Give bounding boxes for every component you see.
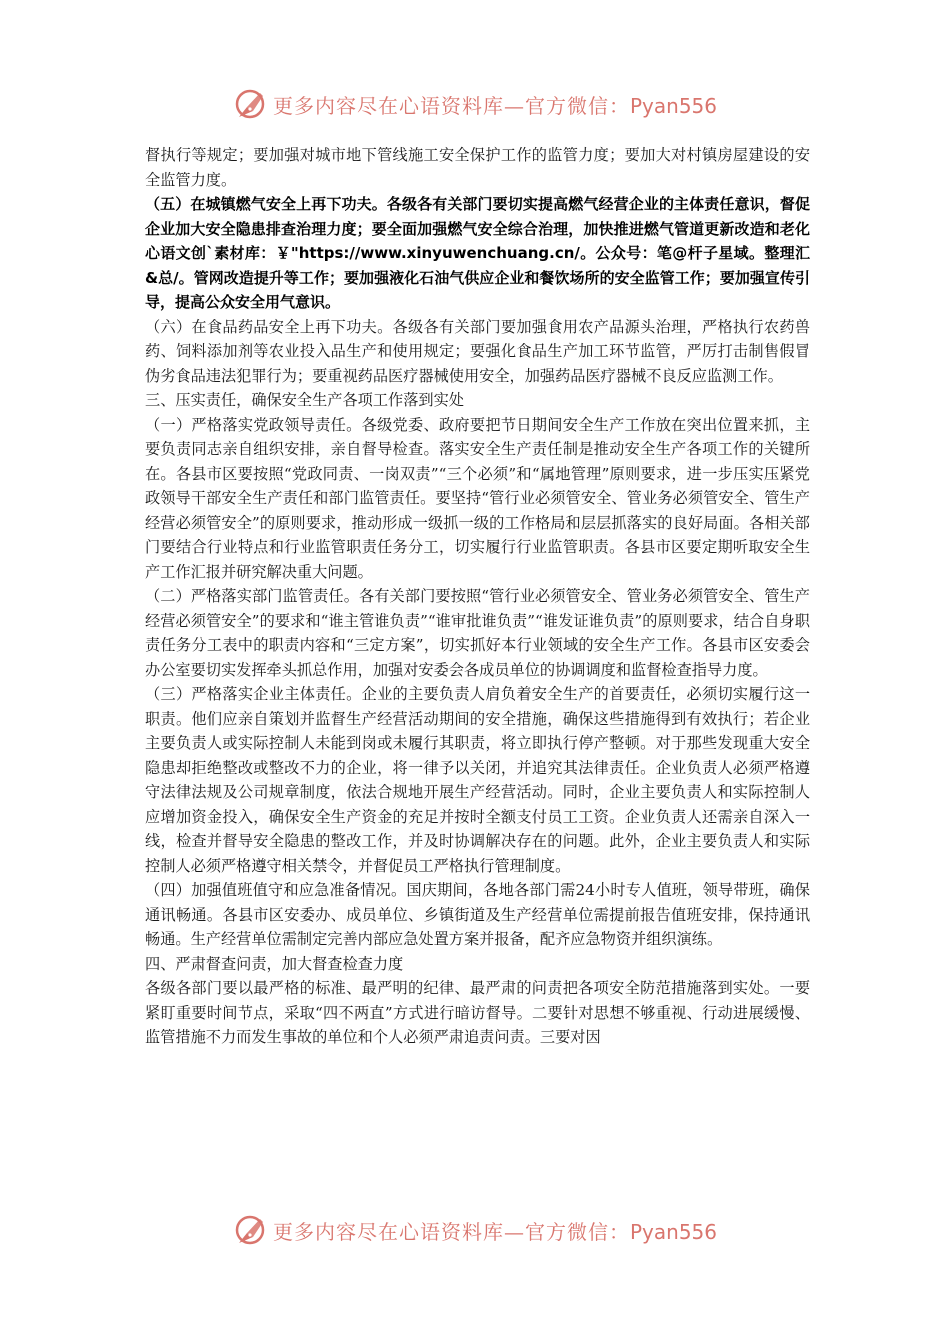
footer-banner: [0, 1206, 950, 1254]
paragraph: （六）在食品药品安全上再下功夫。各级各有关部门要加强食用农产品源头治理，严格执行农药兽药、饲料添加剂等农业投入品生产和使用规定；要强化食品生产加工环节监管，严厉打击制售假冒伪劣食品违法犯罪行为；要重视药品医疗器械使用安全，加强药品医疗器械不良反应监测工作。: [145, 317, 810, 385]
wechat-id: Pyan556: [629, 93, 717, 118]
paragraph: 督执行等规定；要加强对城市地下管线施工安全保护工作的监管力度；要加大对村镇房屋建设的安全监管力度。: [145, 146, 810, 189]
paragraph-bold: （五）在城镇燃气安全上再下功夫。各级各有关部门要切实提高燃气经营企业的主体责任意识，督促企业加大安全隐患排查治理力度；要全面加强燃气安全综合治理，加快推进燃气管道更新改造和老化心语文创`素材库：￥"https://www.xinyuwenchuang.cn/。公众号：笔@杆子星域。整理汇&总/。管网改造提升等工作；要加强液化石油气供应企业和餐饮场所的安全监管工作；要加强宣传引导，提高公众安全用气意识。: [145, 195, 810, 311]
banner-text: 更多内容尽在心语资料库—官方微信：Pyan556: [272, 1219, 717, 1244]
document-body: [145, 143, 810, 1050]
paragraph: （三）严格落实企业主体责任。企业的主要负责人肩负着安全生产的首要责任，必须切实履行这一职责。他们应亲自策划并监督生产经营活动期间的安全措施，确保这些措施得到有效执行；若企业主要负责人或实际控制人未能到岗或未履行其职责，将立即执行停产整顿。对于那些发现重大安全隐患却拒绝整改或整改不力的企业，将一律予以关闭，并追究其法律责任。企业负责人必须严格遵守法律法规及公司规章制度，依法合规地开展生产经营活动。同时，企业主要负责人和实际控制人应增加资金投入，确保安全生产资金的充足并按时全额支付员工工资。企业负责人还需亲自深入一线，检查并督导安全隐患的整改工作，并及时协调解决存在的问题。此外，企业主要负责人和实际控制人必须严格遵守相关禁令，并督促员工严格执行管理制度。: [145, 685, 810, 875]
pen-nib-icon: [233, 1213, 267, 1247]
paragraph: 各级各部门要以最严格的标准、最严明的纪律、最严肃的问责把各项安全防范措施落到实处。一要紧盯重要时间节点，采取“四不两直”方式进行暗访督导。二要针对思想不够重视、行动进展缓慢、监管措施不力而发生事故的单位和个人必须严肃追责问责。三要对因: [145, 979, 810, 1046]
section-heading: 四、严肃督查问责，加大督查检查力度: [145, 954, 404, 973]
banner-text: 更多内容尽在心语资料库—官方微信：Pyan556: [272, 93, 717, 118]
section-heading: 三、压实责任，确保安全生产各项工作落到实处: [145, 391, 464, 409]
header-banner: [0, 80, 950, 128]
paragraph: （二）严格落实部门监管责任。各有关部门要按照“管行业必须管安全、管业务必须管安全、管生产经营必须管安全”的要求和“谁主管谁负责”“谁审批谁负责”“谁发证谁负责”的原则要求，结合自身职责任务分工表中的职责内容和“三定方案”，切实抓好本行业领域的安全生产工作。各县市区安委会办公室要切实发挥牵头抓总作用，加强对安委会各成员单位的协调调度和监督检查指导力度。: [145, 587, 810, 679]
wechat-id: Pyan556: [629, 1219, 717, 1244]
paragraph: （四）加强值班值守和应急准备情况。国庆期间，各地各部门需24小时专人值班，领导带班，确保通讯畅通。各县市区安委办、成员单位、乡镇街道及生产经营单位需提前报告值班安排，保持通讯畅通。生产经营单位需制定完善内部应急处置方案并报备，配齐应急物资并组织演练。: [145, 881, 810, 948]
paragraph: （一）严格落实党政领导责任。各级党委、政府要把节日期间安全生产工作放在突出位置来抓，主要负责同志亲自组织安排，亲自督导检查。落实安全生产责任制是推动安全生产各项工作的关键所在。各县市区要按照“党政同责、一岗双责”“三个必须”和“属地管理”原则要求，进一步压实压紧党政领导干部安全生产责任和部门监管责任。要坚持“管行业必须管安全、管业务必须管安全、管生产经营必须管安全”的原则要求，推动形成一级抓一级的工作格局和层层抓落实的良好局面。各相关部门要结合行业特点和行业监管职责任务分工，切实履行行业监管职责。各县市区要定期听取安全生产工作汇报并研究解决重大问题。: [145, 415, 810, 581]
pen-nib-icon: [233, 87, 267, 121]
